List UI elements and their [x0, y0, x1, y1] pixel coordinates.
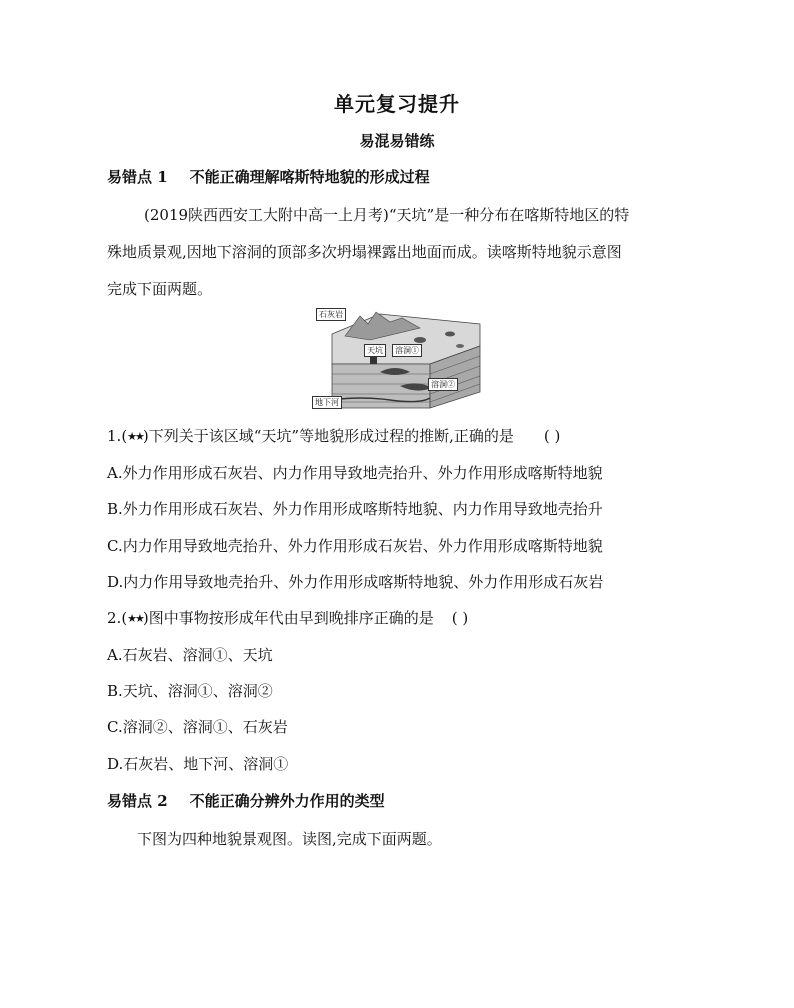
stem-line: 殊地质景观,因地下溶洞的顶部多次坍塌裸露出地面而成。读喀斯特地貌示意图: [107, 243, 622, 261]
question-2: 2.(★★)图中事物按形成年代由早到晚排序正确的是 ( ): [107, 609, 469, 627]
question-text: 图中事物按形成年代由早到晚排序正确的是: [148, 609, 434, 627]
difficulty-stars-icon: ★★: [127, 612, 143, 625]
option-d: D.石灰岩、地下河、溶洞①: [107, 755, 289, 773]
option-c: C.内力作用导致地壳抬升、外力作用形成石灰岩、外力作用形成喀斯特地貌: [107, 537, 603, 555]
section-heading-2: [107, 790, 385, 811]
page-subtitle: 易混易错练: [359, 132, 435, 150]
label-cave-2: 溶洞②: [428, 378, 458, 391]
section-title: 不能正确分辨外力作用的类型: [189, 792, 385, 810]
stem-line: (2019陕西西安工大附中高一上月考)“天坑”是一种分布在喀斯特地区的特: [144, 206, 630, 224]
section-label: 易错点 2: [107, 792, 168, 810]
question-number: 2.: [107, 609, 122, 627]
label-cave-1: 溶洞①: [392, 344, 422, 357]
section-label: 易错点 1: [107, 168, 168, 186]
section-title: 不能正确理解喀斯特地貌的形成过程: [189, 168, 430, 186]
option-c: C.溶洞②、溶洞①、石灰岩: [107, 718, 288, 736]
answer-bracket: ( ): [543, 427, 561, 445]
option-b: B.外力作用形成石灰岩、外力作用形成喀斯特地貌、内力作用导致地壳抬升: [107, 500, 603, 518]
answer-bracket: ( ): [451, 609, 469, 627]
page-title: 单元复习提升: [334, 92, 460, 116]
question-text: 下列关于该区域“天坑”等地貌形成过程的推断,正确的是: [148, 427, 514, 445]
karst-diagram: [310, 306, 483, 412]
option-b: B.天坑、溶洞①、溶洞②: [107, 682, 273, 700]
label-limestone: 石灰岩: [316, 308, 346, 321]
option-a: A.外力作用形成石灰岩、内力作用导致地壳抬升、外力作用形成喀斯特地貌: [107, 464, 603, 482]
question-number: 1.: [107, 427, 122, 445]
label-sinkhole: 天坑: [364, 344, 386, 357]
section-heading-1: [107, 166, 430, 187]
label-underground-river: 地下河: [312, 396, 342, 409]
section-2-stem: 下图为四种地貌景观图。读图,完成下面两题。: [137, 830, 442, 848]
option-a: A.石灰岩、溶洞①、天坑: [107, 646, 273, 664]
difficulty-stars-icon: ★★: [127, 430, 143, 443]
stem-line: 完成下面两题。: [107, 280, 213, 298]
question-1: 1.(★★)下列关于该区域“天坑”等地貌形成过程的推断,正确的是 ( ): [107, 427, 561, 445]
option-d: D.内力作用导致地壳抬升、外力作用形成喀斯特地貌、外力作用形成石灰岩: [107, 573, 604, 591]
